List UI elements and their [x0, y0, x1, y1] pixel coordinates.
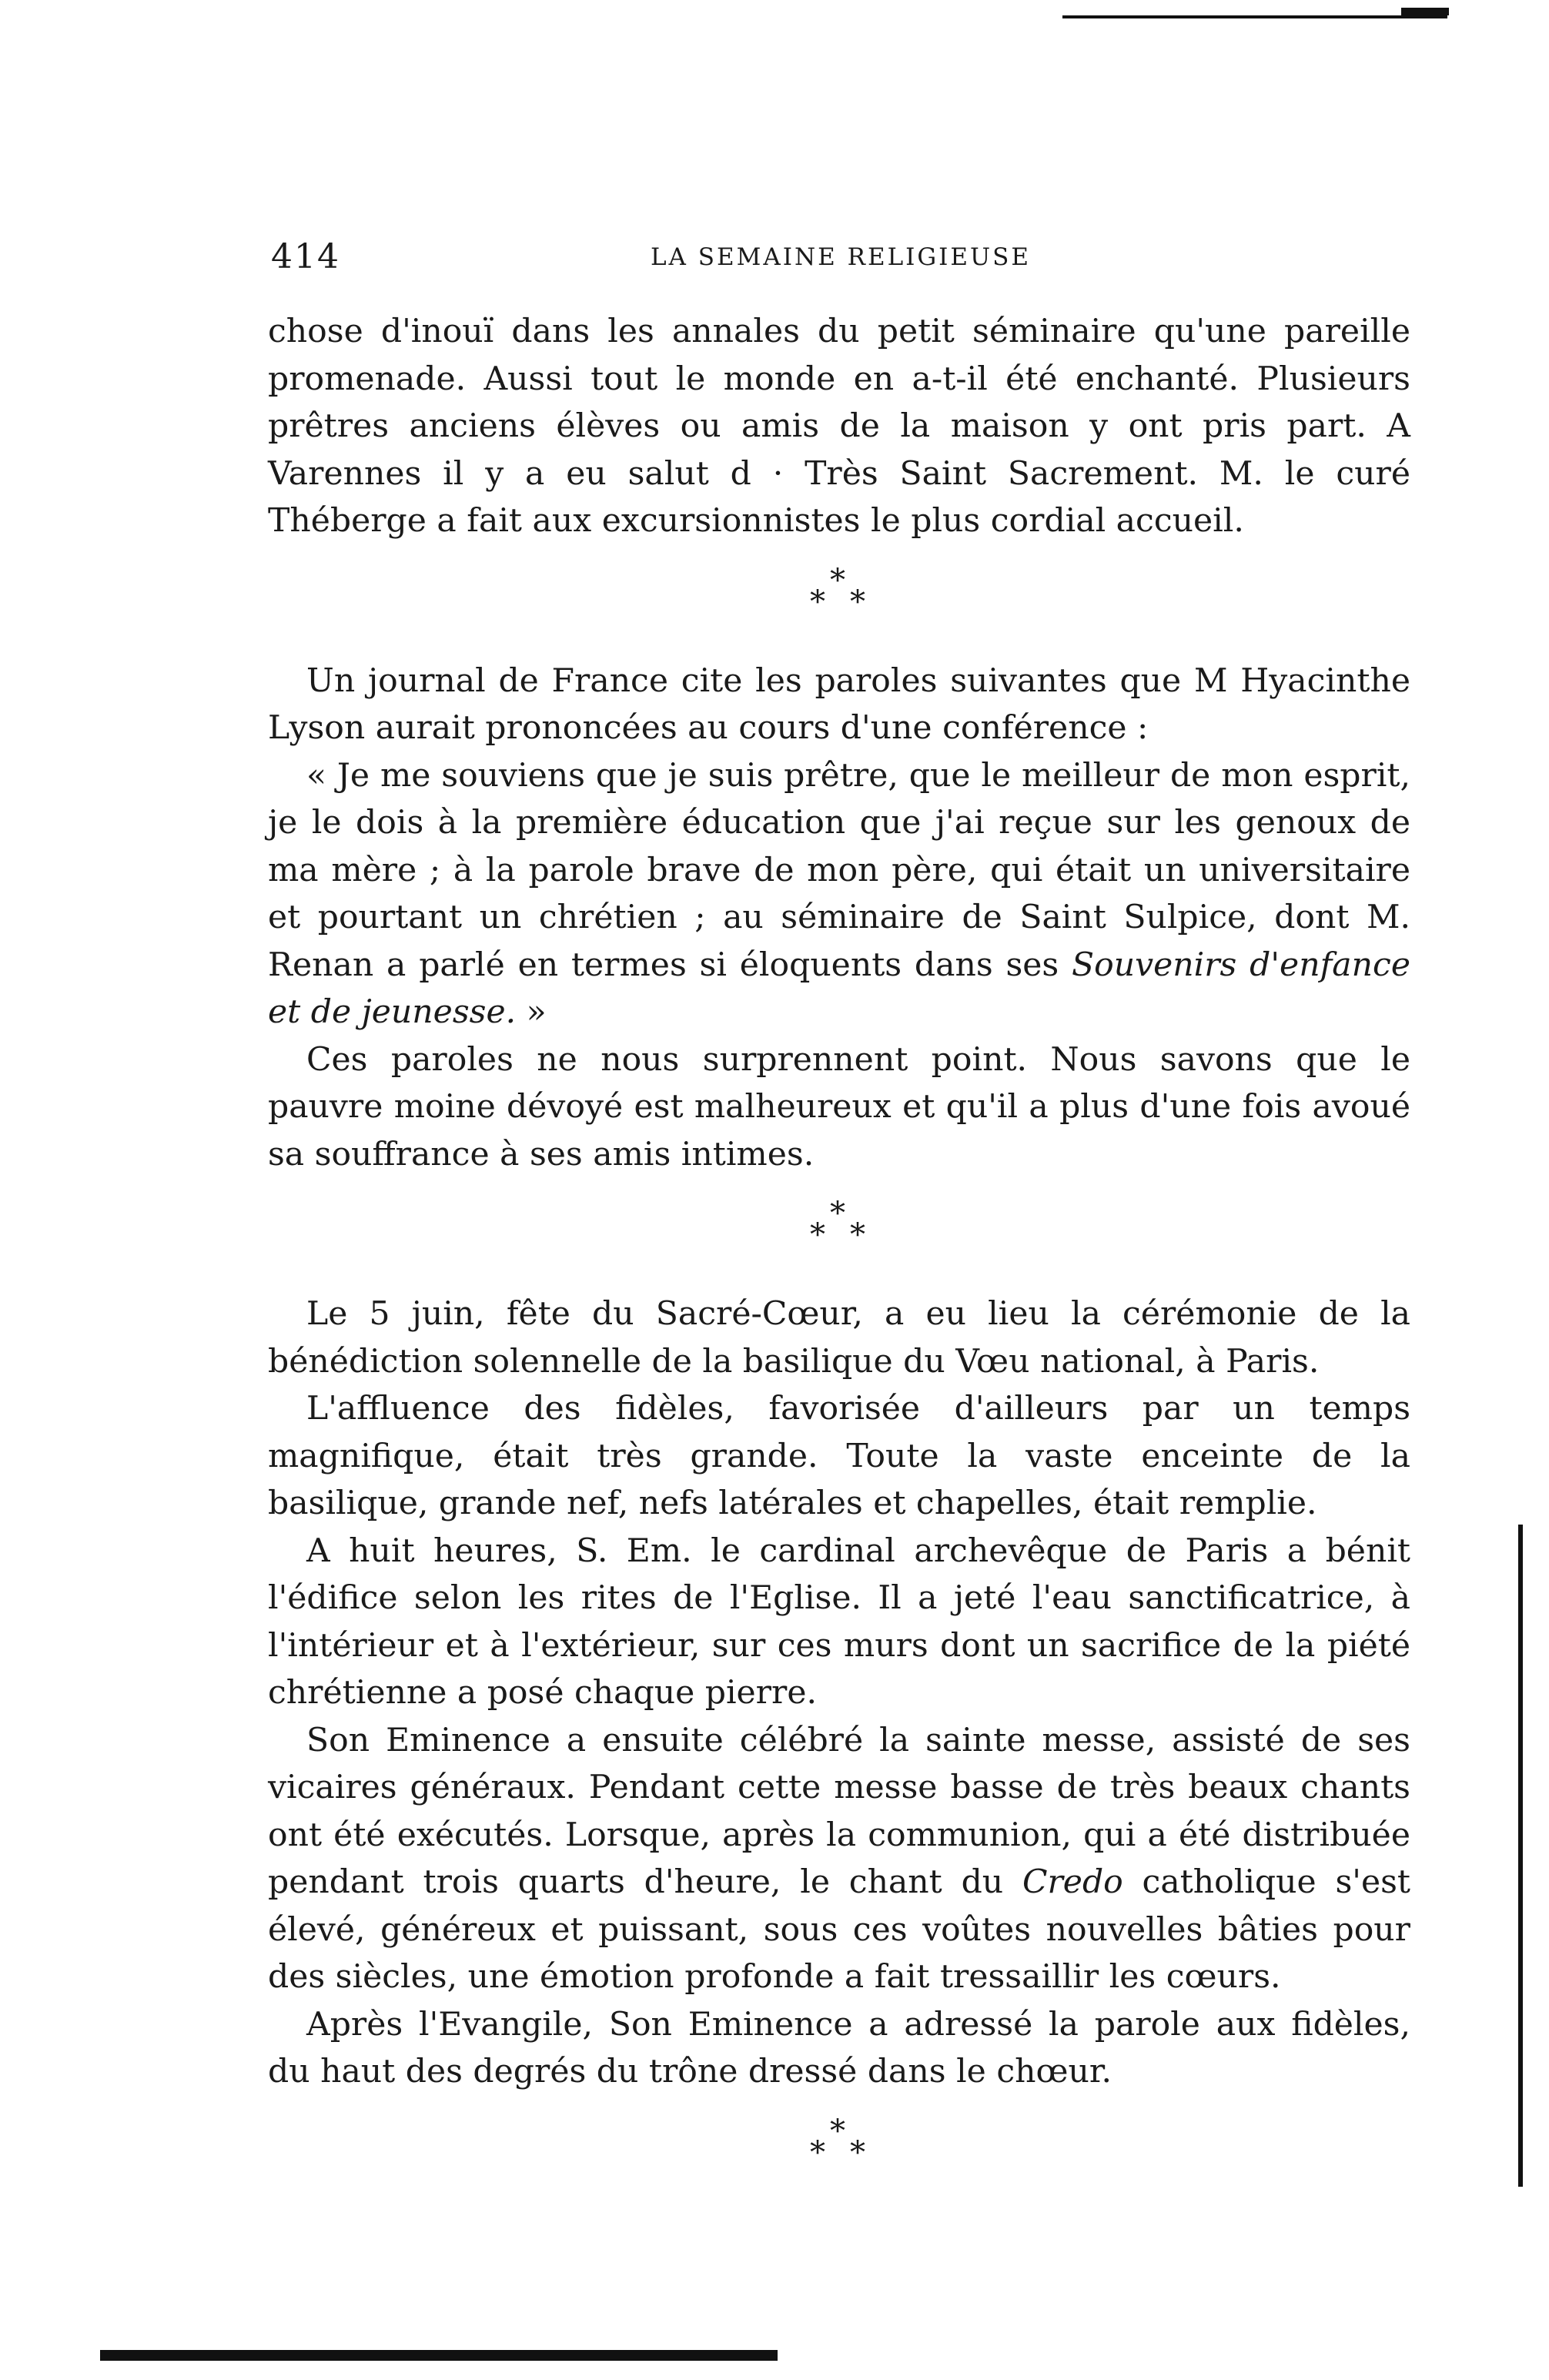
scan-edge-bottom: [100, 2350, 778, 2361]
messe-text-after: catholique s'est élevé, généreux et puissant, sous ces voûtes nouvelles bâties pour des siècles, une émotion profonde a fait tressaillir les cœurs.: [268, 1863, 1410, 1996]
asterisk-icon: *: [850, 2134, 865, 2171]
asterisk-icon: *: [830, 562, 845, 598]
asterisk-icon: *: [810, 2134, 825, 2171]
asterism-separator-2: [793, 1193, 885, 1270]
quote-text: « Je me souviens que je suis prêtre, que le meilleur de mon esprit, je le dois à la première éducation que j'ai reçue sur les genoux de ma mère ; à la parole brave de mon père, qui était un universitaire et pourtant un chrétien ; au séminaire de Saint Sulpice, dont M. Renan a parlé en termes si éloquents dans ses: [268, 756, 1410, 984]
scan-edge-top: [1062, 15, 1447, 18]
credo-italic: Credo: [1022, 1863, 1123, 1901]
asterisk-icon: *: [850, 584, 865, 620]
page-header: [271, 237, 1410, 283]
messe-text-before: Son Eminence a ensuite célébré la sainte messe, assisté de ses vicaires généraux. Pendant cette messe basse de très beaux chants ont été exécutés. Lorsque, après la communion, qui a été distribuée pendant trois quarts d'heure, le chant du: [268, 1721, 1410, 1901]
quote-close: »: [516, 993, 547, 1031]
asterism-separator-3: [793, 2111, 885, 2188]
page-number: 414: [271, 237, 340, 276]
paragraph-continuation: chose d'inouï dans les annales du petit séminaire qu'une pareille promenade. Aussi tout le monde en a-t-il été enchanté. Plusieurs prêtres anciens élèves ou amis de la maison y ont pris part. A Varennes il y a eu salut d · Très Saint Sacrement. M. le curé Théberge a fait aux excursionnistes le plus cordial accueil.: [268, 313, 1410, 540]
paragraph-benediction: A huit heures, S. Em. le cardinal archevêque de Paris a bénit l'édifice selon les rites de l'Eglise. Il a jeté l'eau sanctificatrice, à l'intérieur et à l'extérieur, sur ces murs dont un sacrifice de la piété chrétienne a posé chaque pierre.: [268, 1531, 1410, 1712]
paragraph-affluence: L'affluence des fidèles, favorisée d'ailleurs par un temps magnifique, était très grande. Toute la vaste enceinte de la basilique, grande nef, nefs latérales et chapelles, était remplie.: [268, 1390, 1410, 1522]
scan-edge-right: [1518, 1525, 1523, 2187]
paragraph-evangile: Après l'Evangile, Son Eminence a adressé la parole aux fidèles, du haut des degrés du trône dressé dans le chœur.: [268, 2005, 1410, 2090]
quote-book-title: Souvenirs d'enfance et de jeunesse.: [268, 946, 1410, 1031]
asterism-separator-1: [793, 561, 885, 638]
paragraph-messe: [268, 1717, 1410, 2001]
asterisk-icon: *: [830, 1196, 845, 1231]
paragraph-commentary: Ces paroles ne nous surprennent point. Nous savons que le pauvre moine dévoyé est malheureux et qu'il a plus d'une fois avoué sa souffrance à ses amis intimes.: [268, 1040, 1410, 1173]
running-title: LA SEMAINE RELIGIEUSE: [650, 243, 1032, 271]
asterisk-icon: *: [810, 584, 825, 620]
asterisk-icon: *: [830, 2113, 845, 2149]
asterisk-icon: *: [810, 1217, 825, 1253]
article-body: [268, 308, 1410, 2208]
paragraph-quote: [268, 752, 1410, 1036]
paragraph-sacre-coeur: Le 5 juin, fête du Sacré-Cœur, a eu lieu la cérémonie de la bénédiction solennelle de la basilique du Vœu national, à Paris.: [268, 1295, 1410, 1381]
paragraph-journal-quote-intro: Un journal de France cite les paroles suivantes que M Hyacinthe Lyson aurait prononcées au cours d'une conférence :: [268, 661, 1410, 747]
asterisk-icon: *: [850, 1217, 865, 1253]
scan-edge-top-right: [1401, 8, 1449, 15]
